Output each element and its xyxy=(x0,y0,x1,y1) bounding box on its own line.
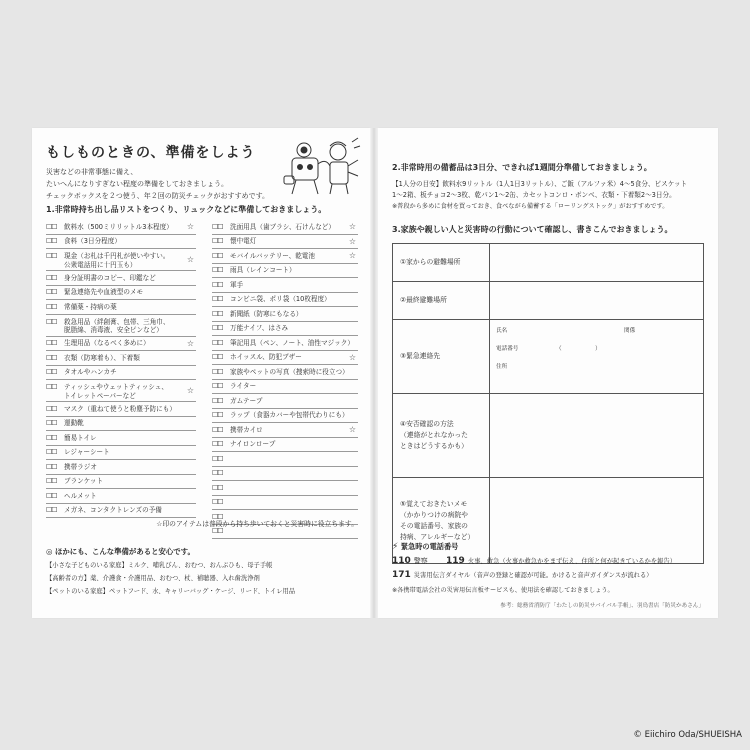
checklist-row xyxy=(212,307,358,322)
checklist-item-label: ラップ（食器カバーや包帯代わりにも） xyxy=(230,411,349,419)
checkbox-pair[interactable]: ☐☐ xyxy=(212,266,223,275)
reference-note: 参考：総務省消防庁「わたしの防災サバイバル手帳」、羽鳥書店「防災かあさん」 xyxy=(500,603,704,609)
checklist-item-label: レジャーシート xyxy=(64,448,110,456)
checklist-row xyxy=(212,264,358,279)
table-input-safety-check[interactable] xyxy=(490,394,704,478)
checklist-item-label: ティッシュやウェットティッシュ、 トイレットペーパーなど xyxy=(64,383,168,400)
checklist-row xyxy=(46,286,196,301)
checkbox-pair[interactable]: ☐☐ xyxy=(46,433,57,442)
intro-line-1: 災害などの非常事態に備え、 xyxy=(46,168,138,176)
checkbox-pair[interactable]: ☐☐ xyxy=(46,353,57,362)
checklist-row xyxy=(212,409,358,424)
table-input-final-evacuation-site[interactable] xyxy=(490,282,704,320)
checklist-item-label: モバイルバッテリー、乾電池 xyxy=(230,251,315,260)
extra-preparations-heading: ◎ ほかにも、こんな準備があると安心です。 xyxy=(46,547,195,556)
checklist-item-label: 筆記用具（ペン、ノート、油性マジック） xyxy=(230,338,354,347)
checklist-row xyxy=(212,351,358,366)
checklist-column-2 xyxy=(212,220,358,539)
checkbox-pair[interactable]: ☐☐ xyxy=(212,382,223,391)
table-label-evacuation-site: ①家からの避難場所 xyxy=(393,244,490,282)
checkbox-pair[interactable]: ☐☐ xyxy=(212,280,223,289)
checkbox-pair[interactable]: ☐☐ xyxy=(212,237,223,246)
checklist-item-label: 軍手 xyxy=(230,280,244,289)
checklist-row xyxy=(212,278,358,293)
checkbox-pair[interactable]: ☐☐ xyxy=(212,338,223,347)
checklist-row xyxy=(46,351,196,366)
checklist-row xyxy=(46,220,196,235)
left-page xyxy=(32,128,370,618)
checklist-row xyxy=(212,336,358,351)
checklist-row xyxy=(46,235,196,250)
checklist-item-label: 現金（お札は千円札が使いやすい。 公衆電話用に十円玉も） xyxy=(64,252,170,269)
checklist-row xyxy=(46,366,196,381)
checklist-row xyxy=(46,337,196,352)
checklist-item-label: 衣類（防寒着も）、下着類 xyxy=(64,353,140,362)
checklist-item-label: 飲料水（500ミリリットル3本程度） xyxy=(64,222,173,231)
checklist-column-1 xyxy=(46,220,196,518)
checkbox-pair[interactable]: ☐☐ xyxy=(46,448,57,457)
checkbox-pair[interactable]: ☐☐ xyxy=(212,411,223,420)
checkbox-pair[interactable]: ☐☐ xyxy=(212,512,223,521)
checklist-row xyxy=(212,365,358,380)
checkbox-pair[interactable]: ☐☐ xyxy=(46,462,57,471)
right-page xyxy=(378,128,718,618)
checklist-item-label: 食料（3日分程度） xyxy=(64,237,121,245)
copyright-credit: © Eiichiro Oda/SHUEISHA xyxy=(633,730,742,740)
star-icon: ☆ xyxy=(186,386,194,395)
section-3-heading: 3.家族や親しい人と災害時の行動について確認し、書きこんでおきましょう。 xyxy=(392,225,673,234)
checklist-item-label: 身分証明書のコピー、印鑑など xyxy=(64,273,156,282)
checklist-item-label: 携帯ラジオ xyxy=(64,462,97,471)
checkbox-pair[interactable]: ☐☐ xyxy=(212,367,223,376)
checkbox-pair[interactable]: ☐☐ xyxy=(212,396,223,405)
checklist-row xyxy=(46,417,196,432)
star-icon: ☆ xyxy=(348,251,356,261)
checkbox-pair[interactable]: ☐☐ xyxy=(46,419,57,428)
checklist-row xyxy=(46,271,196,286)
table-label-emergency-contact: ③緊急連絡先 xyxy=(393,320,490,394)
checklist-row xyxy=(212,220,358,235)
checkbox-pair[interactable]: ☐☐ xyxy=(212,222,223,231)
checklist-item-label: 救急用品（絆創膏、包帯、三角巾、 脱脂綿、消毒液、安全ピンなど） xyxy=(64,317,170,334)
checklist-item-label: 家族やペットの写真（捜索時に役立つ） xyxy=(230,367,349,376)
checklist-item-label: 懐中電灯 xyxy=(230,237,257,245)
checklist-item-label: ライター xyxy=(230,382,257,390)
checkbox-pair[interactable]: ☐☐ xyxy=(46,273,57,282)
star-icon: ☆ xyxy=(348,352,356,362)
checklist-item-label: 携帯カイロ xyxy=(230,425,263,434)
contact-relation-label: 関係 xyxy=(624,328,636,334)
section-1-heading: 1.非常時持ち出し品リストをつくり、リュックなどに準備しておきましょう。 xyxy=(46,205,327,214)
extra-item-pets: 【ペットのいる家庭】ペットフード、水、キャリーバッグ・ケージ、リード、トイレ用品 xyxy=(46,588,296,595)
checkbox-pair[interactable]: ☐☐ xyxy=(46,339,57,348)
phone-note: ※各携帯電話会社の災害用伝言板サービスも、使用法を確認しておきましょう。 xyxy=(392,587,614,594)
checkbox-pair[interactable]: ☐☐ xyxy=(212,309,223,318)
star-icon: ☆ xyxy=(348,236,356,246)
checkbox-pair[interactable]: ☐☐ xyxy=(46,477,57,486)
checkbox-pair[interactable]: ☐☐ xyxy=(46,288,57,297)
star-icon: ☆ xyxy=(186,222,194,232)
checkbox-pair[interactable]: ☐☐ xyxy=(212,454,223,463)
checkbox-pair[interactable]: ☐☐ xyxy=(46,368,57,377)
phone-line-171: 171 災害用伝言ダイヤル（音声の登録と確認が可能。かけると音声ガイダンスが流れる） xyxy=(392,570,653,580)
checklist-row xyxy=(46,431,196,446)
stock-line-2: 1～2箱、板チョコ2～3枚、乾パン1～2缶、カセットコンロ・ボンベ、衣類・下着類2～3日分。 xyxy=(392,191,676,199)
checkbox-pair[interactable]: ☐☐ xyxy=(46,383,57,391)
checklist-row xyxy=(46,460,196,475)
checklist-item-label: 運動靴 xyxy=(64,419,84,427)
contact-phone-label: 電話番号 xyxy=(496,346,519,352)
checklist-row xyxy=(212,293,358,308)
checklist-item-label: 万能ナイフ、はさみ xyxy=(230,324,289,332)
checklist-item-label: コンビニ袋、ポリ袋（10枚程度） xyxy=(230,295,331,303)
table-label-safety-check: ④安否確認の方法 （連絡がとれなかった ときはどうするかも） xyxy=(393,394,490,478)
contact-name-label: 氏名 xyxy=(496,328,508,334)
intro-line-3: チェックボックスを２つ使う、年２回の防災チェックがおすすめです。 xyxy=(46,192,270,200)
extra-item-elderly: 【高齢者の方】薬、介護食・介護用品、おむつ、杖、補聴器、入れ歯洗浄剤 xyxy=(46,575,260,582)
checklist-row xyxy=(212,481,358,496)
extra-item-children: 【小さな子どものいる家庭】ミルク、哺乳びん、おむつ、おんぶひも、母子手帳 xyxy=(46,562,273,569)
checkbox-pair[interactable]: ☐☐ xyxy=(212,498,223,507)
checklist-item-label: 常備薬・持病の薬 xyxy=(64,302,117,311)
character-illustration xyxy=(282,136,362,198)
checklist-row xyxy=(46,504,196,519)
checkbox-pair[interactable]: ☐☐ xyxy=(46,237,57,246)
rolling-stock-note: ※普段から多めに食材を買っておき、食べながら備蓄する「ローリングストック」がおすすめです。 xyxy=(392,203,669,210)
table-label-memo: ⑤覚えておきたいメモ （かかりつけの病院や その電話番号、家族の 持病、アレルギーなど） xyxy=(393,478,490,564)
lightning-icon: ⚡ xyxy=(392,542,399,552)
checklist-item-label: ブランケット xyxy=(64,477,104,485)
book-gutter xyxy=(370,128,378,618)
table-label-final-evacuation-site: ②最終避難場所 xyxy=(393,282,490,320)
star-icon: ☆ xyxy=(348,222,356,232)
checklist-row xyxy=(46,489,196,504)
checkbox-pair[interactable]: ☐☐ xyxy=(212,353,223,362)
checklist-item-label: 生理用品（なるべく多めに） xyxy=(64,339,150,347)
checkbox-pair[interactable]: ☐☐ xyxy=(212,251,223,260)
phone-line-110: 110 警察 119 火事、救急（火事か救急かをまず伝え、住所と何が起きているかを報告） xyxy=(392,556,677,566)
section-2-heading: 2.非常時用の備蓄品は3日分、できれば1週間分準備しておきましょう。 xyxy=(392,163,652,172)
checklist-row xyxy=(212,423,358,438)
checkbox-pair[interactable]: ☐☐ xyxy=(212,324,223,333)
checklist-row xyxy=(212,394,358,409)
checklist-item-label: 洗面用具（歯ブラシ、石けんなど） xyxy=(230,222,335,231)
checkbox-pair[interactable]: ☐☐ xyxy=(46,506,57,515)
checklist-item-label: ヘルメット xyxy=(64,491,97,500)
contact-address-label: 住所 xyxy=(496,364,508,370)
checklist-row xyxy=(46,446,196,461)
checklist-item-label: 新聞紙（防寒にもなる） xyxy=(230,309,303,318)
intro-line-2: たいへんになりすぎない程度の準備をしておきましょう。 xyxy=(46,180,228,188)
checklist-row xyxy=(212,322,358,337)
checklist-item-label: ナイロンロープ xyxy=(230,440,276,448)
checkbox-pair[interactable]: ☐☐ xyxy=(46,491,57,500)
star-icon: ☆ xyxy=(348,425,356,435)
checkbox-pair[interactable]: ☐☐ xyxy=(212,425,223,434)
checklist-row xyxy=(212,452,358,467)
checklist-row xyxy=(212,496,358,511)
emergency-phone-heading: ⚡ 緊急時の電話番号 xyxy=(392,542,459,552)
checkbox-pair[interactable]: ☐☐ xyxy=(46,317,57,326)
checklist-row xyxy=(46,249,196,271)
table-input-emergency-contact[interactable] xyxy=(490,320,704,394)
checklist-row xyxy=(212,235,358,250)
page-title: もしものときの、準備をしよう xyxy=(46,145,256,161)
checkbox-pair[interactable]: ☐☐ xyxy=(46,252,57,260)
checkbox-pair[interactable]: ☐☐ xyxy=(212,295,223,304)
checkbox-pair[interactable]: ☐☐ xyxy=(46,222,57,231)
table-input-evacuation-site[interactable] xyxy=(490,244,704,282)
checklist-item-label: 雨具（レインコート） xyxy=(230,266,296,274)
checkbox-pair[interactable]: ☐☐ xyxy=(212,527,223,536)
checkbox-pair[interactable]: ☐☐ xyxy=(212,440,223,449)
checklist-row xyxy=(46,300,196,315)
checklist-item-label: 緊急連絡先や血液型のメモ xyxy=(64,288,144,296)
checklist-row xyxy=(212,467,358,482)
checklist-item-label: マスク（重ねて使うと粉塵予防にも） xyxy=(64,404,176,413)
checklist-row xyxy=(212,380,358,395)
stock-line-1: 【1人分の目安】飲料水9リットル（1人1日3リットル）、ご飯（アルファ米）4～5食分、ビスケット xyxy=(392,180,688,188)
checklist-item-label: ホイッスル、防犯ブザー xyxy=(230,353,302,361)
checklist-row xyxy=(212,438,358,453)
family-plan-table xyxy=(392,243,704,564)
checklist-item-label: メガネ、コンタクトレンズの予備 xyxy=(64,506,162,514)
checklist-item-label: ガムテープ xyxy=(230,396,263,405)
star-icon: ☆ xyxy=(186,255,194,264)
checklist-row xyxy=(46,475,196,490)
checkbox-pair[interactable]: ☐☐ xyxy=(212,469,223,478)
checkbox-pair[interactable]: ☐☐ xyxy=(46,302,57,311)
checkbox-pair[interactable]: ☐☐ xyxy=(212,483,223,492)
checklist-row xyxy=(212,249,358,264)
checklist-row xyxy=(46,380,196,402)
checklist-row xyxy=(46,402,196,417)
checkbox-pair[interactable]: ☐☐ xyxy=(46,404,57,413)
checklist-item-label: タオルやハンカチ xyxy=(64,368,117,376)
star-icon: ☆ xyxy=(186,338,194,348)
checklist-row xyxy=(46,315,196,337)
star-note: ☆印のアイテムは普段から持ち歩いておくと災害時に役立ちます。 xyxy=(156,520,358,528)
checklist-item-label: 簡易トイレ xyxy=(64,433,97,442)
contact-phone-paren: （ ） xyxy=(556,346,601,352)
table-input-memo[interactable] xyxy=(490,478,704,564)
